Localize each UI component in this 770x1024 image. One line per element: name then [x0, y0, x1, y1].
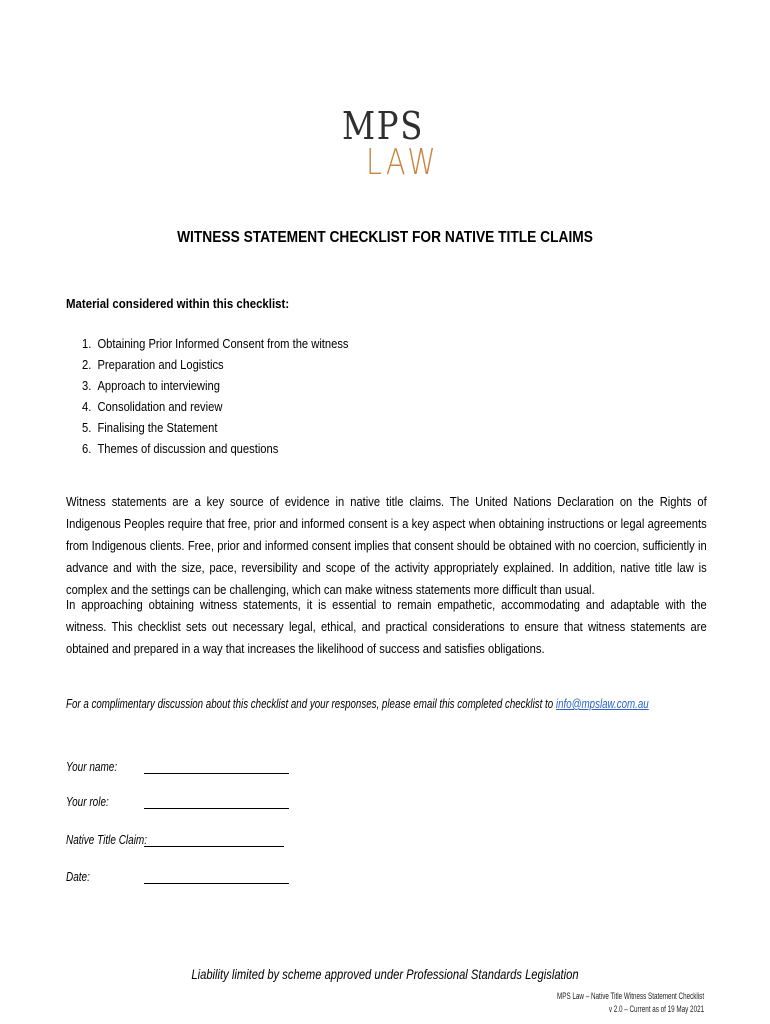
role-label: Your role:	[66, 795, 109, 809]
list-item: 2. Preparation and Logistics	[82, 357, 224, 372]
list-item: 1. Obtaining Prior Informed Consent from the witness	[82, 336, 349, 351]
claim-label: Native Title Claim:	[66, 833, 148, 847]
logo-mps-text: MPS	[342, 104, 425, 148]
discussion-invite	[66, 697, 649, 711]
footer-doc-name: MPS Law – Native Title Witness Statement Checklist	[556, 991, 704, 1001]
footer-version: v 2.0 – Current as of 19 May 2021	[608, 1004, 704, 1014]
liability-notice: Liability limited by scheme approved under Professional Standards Legislation	[191, 966, 579, 982]
role-field[interactable]	[144, 807, 289, 809]
logo-law-text: LAW	[366, 142, 439, 183]
document-title: WITNESS STATEMENT CHECKLIST FOR NATIVE TITLE CLAIMS	[177, 229, 593, 246]
mps-law-logo	[336, 104, 446, 184]
approach-paragraph: In approaching obtaining witness statements, it is essential to remain empathetic, accommodating and adaptable with the witness. This checklist sets out necessary legal, ethical, and practical considerations to ensure that witness statements are obtained and prepared in a way that increases the likelihood of success and satisfies obligations.	[66, 597, 707, 656]
list-item: 4. Consolidation and review	[82, 399, 223, 414]
checklist-contents	[82, 333, 349, 459]
name-field[interactable]	[144, 772, 289, 774]
list-item: 3. Approach to interviewing	[82, 378, 220, 393]
date-label: Date:	[66, 870, 90, 884]
claim-field[interactable]	[144, 845, 284, 847]
name-label: Your name:	[66, 760, 118, 774]
list-item: 6. Themes of discussion and questions	[82, 441, 279, 456]
list-item: 5. Finalising the Statement	[82, 420, 218, 435]
page-footer	[557, 990, 704, 1016]
invite-text: For a complimentary discussion about this checklist and your responses, please email this completed checklist to	[66, 697, 556, 711]
intro-paragraph: Witness statements are a key source of evidence in native title claims. The United Nations Declaration on the Rights of Indigenous Peoples require that free, prior and informed consent is a key aspect when obtaining instructions or legal agreements from Indigenous clients. Free, prior and informed consent implies that consent should be obtained with no coercion, sufficiently in advance and with the size, pace, reversibility and scope of the activity appropriately explained. In addition, native title law is complex and the settings can be challenging, which can make witness statements more difficult than usual.	[66, 494, 707, 597]
checklist-heading: Material considered within this checklist:	[66, 296, 290, 311]
date-field[interactable]	[144, 882, 289, 884]
email-link[interactable]: info@mpslaw.com.au	[555, 697, 649, 711]
